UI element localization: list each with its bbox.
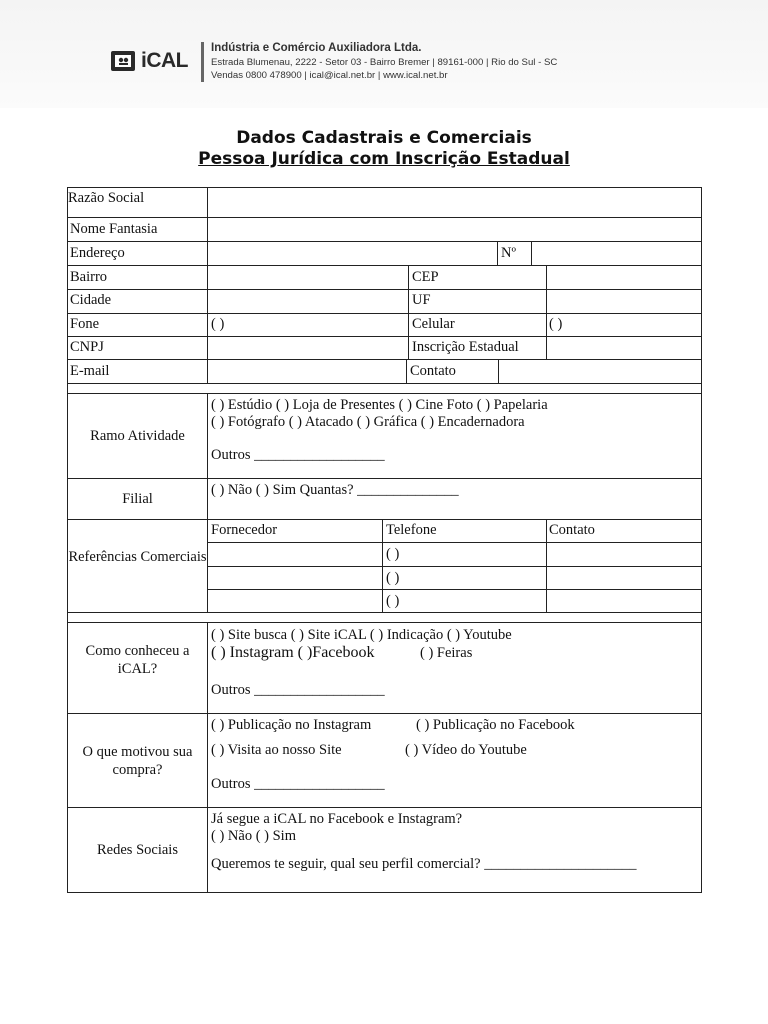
nome-fantasia-input[interactable] — [207, 217, 702, 242]
fone-placeholder: ( ) — [211, 316, 225, 332]
endereco-label: Endereço — [70, 245, 125, 261]
conheceu-options-line1[interactable]: ( ) Site busca ( ) Site iCAL ( ) Indicação ( ) Youtube — [211, 627, 512, 643]
inscricao-label: Inscrição Estadual — [412, 339, 519, 355]
motivou-outros[interactable]: Outros __________________ — [211, 776, 385, 792]
ref-header-fornecedor-label: Fornecedor — [211, 522, 278, 538]
cnpj-label: CNPJ — [70, 339, 104, 355]
redes-label: Redes Sociais — [97, 842, 178, 858]
ref-row1-phone-placeholder: ( ) — [386, 546, 400, 562]
ref-header-telefone-label: Telefone — [386, 522, 437, 538]
conheceu-outros[interactable]: Outros __________________ — [211, 682, 385, 698]
page-subtitle: Pessoa Jurídica com Inscrição Estadual — [198, 149, 570, 169]
company-address: Estrada Blumenau, 2222 - Setor 03 - Bairro Bremer | 89161-000 | Rio do Sul - SC — [211, 57, 558, 68]
ref-row3-contato[interactable] — [546, 589, 702, 613]
motivou-option-site[interactable]: ( ) Visita ao nosso Site — [211, 742, 342, 758]
cidade-input[interactable] — [207, 289, 409, 314]
celular-input[interactable] — [546, 313, 702, 337]
redes-perfil[interactable]: Queremos te seguir, qual seu perfil comercial? _____________________ — [211, 856, 637, 872]
contato-input[interactable] — [498, 359, 702, 384]
fone-input[interactable] — [207, 313, 409, 337]
fone-label: Fone — [70, 316, 99, 332]
ref-header-contato-label: Contato — [549, 522, 595, 538]
ref-row3-phone-placeholder: ( ) — [386, 593, 400, 609]
ref-row1-contato[interactable] — [546, 542, 702, 567]
celular-label: Celular — [412, 316, 455, 332]
redes-options[interactable]: ( ) Não ( ) Sim — [211, 828, 296, 844]
cep-label: CEP — [412, 269, 439, 285]
cidade-label: Cidade — [70, 292, 112, 308]
inscricao-input[interactable] — [546, 336, 702, 360]
email-input[interactable] — [207, 359, 407, 384]
celular-placeholder: ( ) — [549, 316, 563, 332]
filial-label: Filial — [122, 491, 153, 507]
numero-input[interactable] — [531, 241, 702, 266]
company-contact: Vendas 0800 478900 | ical@ical.net.br | www.ical.net.br — [211, 70, 448, 81]
nome-fantasia-label: Nome Fantasia — [70, 221, 158, 237]
cep-input[interactable] — [546, 265, 702, 290]
ref-row3-telefone[interactable] — [382, 589, 547, 613]
uf-label: UF — [412, 292, 431, 308]
ref-row2-phone-placeholder: ( ) — [386, 570, 400, 586]
uf-input[interactable] — [546, 289, 702, 314]
ref-row2-contato[interactable] — [546, 566, 702, 590]
redes-question: Já segue a iCAL no Facebook e Instagram? — [211, 811, 463, 827]
ref-row1-telefone[interactable] — [382, 542, 547, 567]
logo-text: iCAL — [141, 49, 188, 72]
razao-social-input[interactable] — [207, 187, 702, 218]
ramo-options-line1[interactable]: ( ) Estúdio ( ) Loja de Presentes ( ) Cine Foto ( ) Papelaria — [211, 397, 548, 413]
endereco-input[interactable] — [207, 241, 498, 266]
contato-label: Contato — [410, 363, 456, 379]
bairro-input[interactable] — [207, 265, 409, 290]
motivou-label: O que motivou sua compra? — [82, 744, 193, 778]
ref-row2-fornecedor[interactable] — [207, 566, 383, 590]
email-label: E-mail — [70, 363, 110, 379]
ref-row1-fornecedor[interactable] — [207, 542, 383, 567]
referencias-label-cell — [67, 519, 208, 613]
conheceu-option-feiras[interactable]: ( ) Feiras — [420, 645, 473, 661]
ramo-outros[interactable]: Outros __________________ — [211, 447, 385, 463]
ramo-options-line2[interactable]: ( ) Fotógrafo ( ) Atacado ( ) Gráfica ( ) Encadernadora — [211, 414, 525, 430]
motivou-option-youtube[interactable]: ( ) Vídeo do Youtube — [405, 742, 527, 758]
motivou-option-facebook[interactable]: ( ) Publicação no Facebook — [416, 717, 575, 733]
razao-social-label: Razão Social — [68, 190, 145, 206]
filial-options[interactable]: ( ) Não ( ) Sim Quantas? ______________ — [211, 482, 459, 498]
ramo-label: Ramo Atividade — [90, 428, 185, 444]
page-title: Dados Cadastrais e Comerciais — [236, 128, 532, 148]
company-name: Indústria e Comércio Auxiliadora Ltda. — [211, 42, 422, 54]
ref-row2-telefone[interactable] — [382, 566, 547, 590]
referencias-label: Referências Comerciais — [68, 549, 207, 565]
conheceu-label: Como conheceu a iCAL? — [85, 643, 190, 677]
ref-row3-fornecedor[interactable] — [207, 589, 383, 613]
numero-label: Nº — [501, 245, 516, 261]
bairro-label: Bairro — [70, 269, 108, 285]
cnpj-input[interactable] — [207, 336, 409, 360]
motivou-option-instagram[interactable]: ( ) Publicação no Instagram — [211, 717, 372, 733]
conheceu-options-line2[interactable]: ( ) Instagram ( )Facebook — [211, 644, 375, 661]
